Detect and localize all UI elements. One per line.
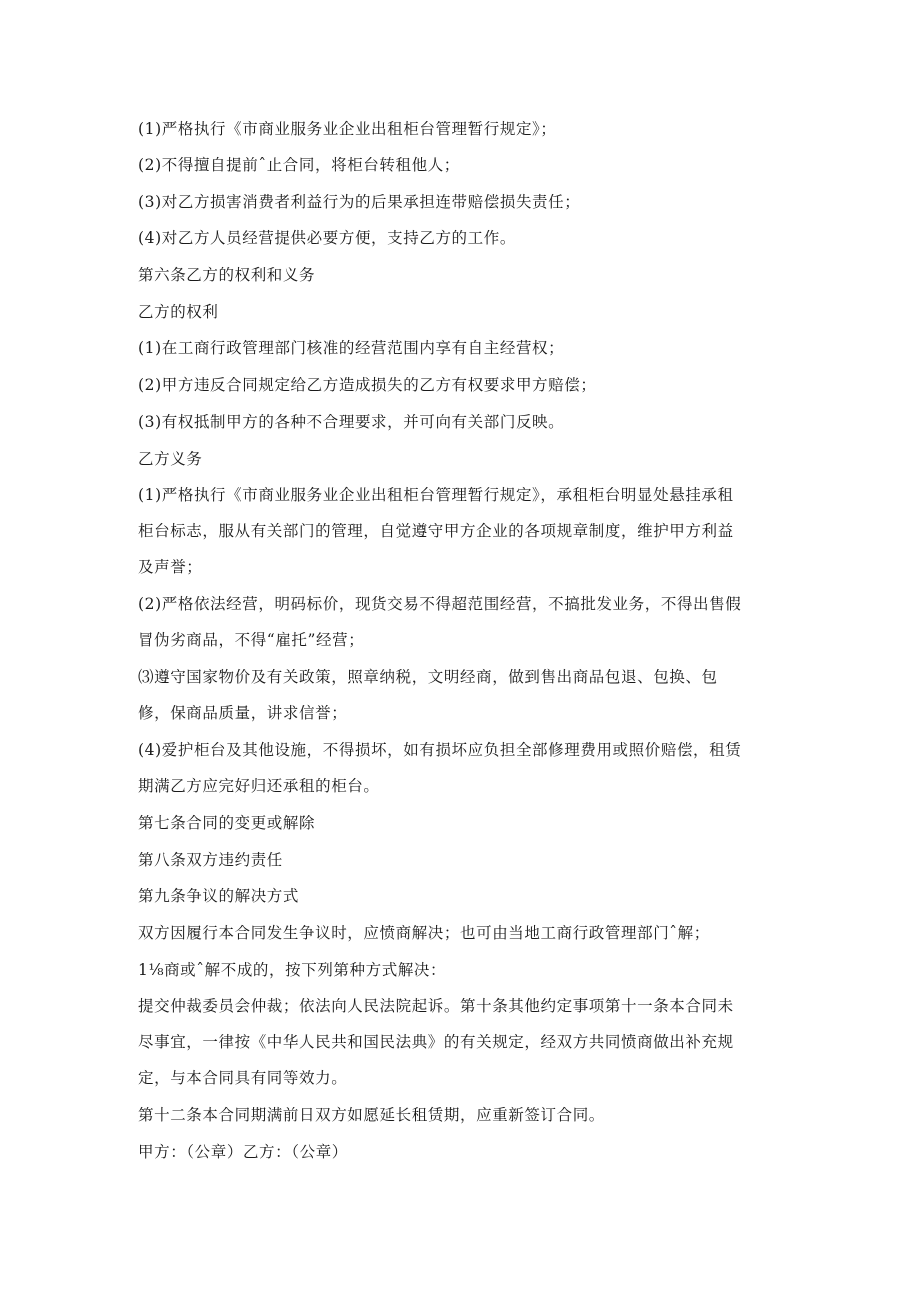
section-heading: 第九条争议的解决方式 <box>138 887 300 905</box>
text-line: (1)在工商行政管理部门核准的经营范围内享有自主经营权； <box>138 339 565 357</box>
subsection-heading: 乙方的权利 <box>138 303 219 321</box>
text-line: 定，与本合同具有同等效力。 <box>138 1069 348 1087</box>
text-line: 冒伪劣商品，不得“雇托”经营； <box>138 631 365 649</box>
subsection-heading: 乙方义务 <box>138 450 203 468</box>
text-line: 修，保商品质量，讲求信誉； <box>138 704 348 722</box>
text-line: (1)严格执行《市商业服务业企业出租柜台管理暂行规定》； <box>138 120 557 138</box>
text-line: 第十二条本合同期满前日双方如愿延长租赁期，应重新签订合同。 <box>138 1106 605 1124</box>
text-line: 提交仲裁委员会仲裁；依法向人民法院起诉。第十条其他约定事项第十一条本合同未 <box>138 997 734 1015</box>
text-line: 柜台标志，服从有关部门的管理，自觉遵守甲方企业的各项规章制度，维护甲方利益 <box>138 522 734 540</box>
text-line: 期满乙方应完好归还承租的柜台。 <box>138 777 380 795</box>
text-line: (4)对乙方人员经营提供必要方便，支持乙方的工作。 <box>138 229 516 247</box>
text-line: (2)不得擅自提前ˆ止合同，将柜台转租他人； <box>138 156 460 174</box>
section-heading: 第八条双方违约责任 <box>138 851 283 869</box>
text-line: (3)对乙方损害消费者利益行为的后果承担连带赔偿损失责任； <box>138 193 581 211</box>
text-line: 尽事宜，一律按《中华人民共和国民法典》的有关规定，经双方共同愤商做出补充规 <box>138 1033 734 1051</box>
text-line: 1⅛商或ˆ解不成的，按下列第种方式解决： <box>138 961 447 979</box>
section-heading: 第六条乙方的权利和义务 <box>138 266 316 284</box>
text-line: 双方因履行本合同发生争议时，应愤商解决；也可由当地工商行政管理部门ˆ解； <box>138 924 710 942</box>
text-line: ⑶遵守国家物价及有关政策，照章纳税，文明经商，做到售出商品包退、包换、包 <box>138 668 718 686</box>
text-line: (1)严格执行《市商业服务业企业出租柜台管理暂行规定》，承租柜台明显处悬挂承租 <box>138 486 734 504</box>
text-line: (2)甲方违反合同规定给乙方造成损失的乙方有权要求甲方赔偿； <box>138 376 597 394</box>
text-line: (4)爱护柜台及其他设施，不得损坏，如有损坏应负担全部修理费用或照价赔偿，租赁 <box>138 741 742 759</box>
text-line: (2)严格依法经营，明码标价，现货交易不得超范围经营，不搞批发业务，不得出售假 <box>138 595 742 613</box>
text-line: (3)有权抵制甲方的各种不合理要求，并可向有关部门反映。 <box>138 413 565 431</box>
text-line: 及声誉； <box>138 558 203 576</box>
signature-line: 甲方：（公章）乙方：（公章） <box>138 1143 348 1161</box>
section-heading: 第七条合同的变更或解除 <box>138 814 316 832</box>
